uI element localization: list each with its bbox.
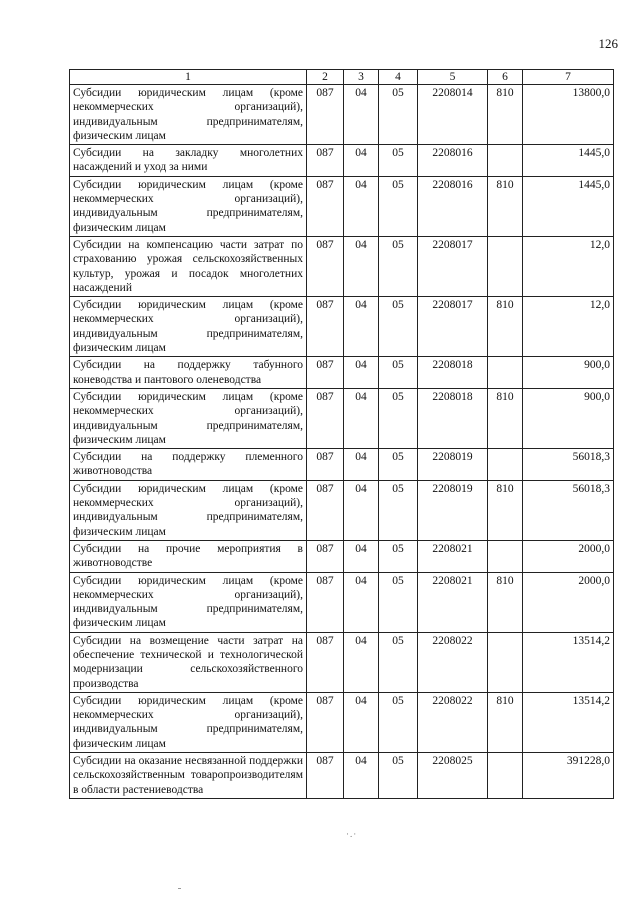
target-article-cell: 2208018: [418, 357, 488, 389]
subsection-code-cell: 05: [379, 145, 418, 177]
header-cell-7: 7: [523, 70, 614, 85]
amount-cell: 1445,0: [523, 176, 614, 236]
item-name-cell: Субсидии на оказание несвязанной поддержки сельскохозяйственным товаропроизводителям в области растениеводства: [70, 753, 307, 799]
footer-dot: [178, 888, 181, 889]
table-row: [70, 480, 614, 540]
target-article-cell: 2208017: [418, 297, 488, 357]
table-row: [70, 145, 614, 177]
subsection-code-cell: 05: [379, 236, 418, 296]
expense-type-cell: 810: [488, 692, 523, 752]
expense-type-cell: [488, 753, 523, 799]
admin-code-cell: 087: [307, 632, 344, 692]
section-code-cell: 04: [344, 449, 379, 481]
section-code-cell: 04: [344, 692, 379, 752]
expense-type-cell: [488, 540, 523, 572]
target-article-cell: 2208019: [418, 480, 488, 540]
item-name-cell: Субсидии юридическим лицам (кроме некоммерческих организаций), индивидуальным предпринимателям, физическим лицам: [70, 388, 307, 448]
item-name-cell: Субсидии юридическим лицам (кроме некоммерческих организаций), индивидуальным предпринимателям, физическим лицам: [70, 692, 307, 752]
header-cell-5: 5: [418, 70, 488, 85]
expense-type-cell: 810: [488, 480, 523, 540]
section-code-cell: 04: [344, 236, 379, 296]
section-code-cell: 04: [344, 540, 379, 572]
target-article-cell: 2208021: [418, 540, 488, 572]
target-article-cell: 2208021: [418, 572, 488, 632]
section-code-cell: 04: [344, 572, 379, 632]
admin-code-cell: 087: [307, 388, 344, 448]
table-row: [70, 388, 614, 448]
section-code-cell: 04: [344, 753, 379, 799]
subsection-code-cell: 05: [379, 357, 418, 389]
table-row: [70, 297, 614, 357]
amount-cell: 2000,0: [523, 572, 614, 632]
table-row: [70, 632, 614, 692]
admin-code-cell: 087: [307, 480, 344, 540]
target-article-cell: 2208016: [418, 176, 488, 236]
amount-cell: 900,0: [523, 357, 614, 389]
table-row: [70, 753, 614, 799]
admin-code-cell: 087: [307, 540, 344, 572]
item-name-cell: Субсидии юридическим лицам (кроме некоммерческих организаций), индивидуальным предпринимателям, физическим лицам: [70, 297, 307, 357]
admin-code-cell: 087: [307, 297, 344, 357]
subsection-code-cell: 05: [379, 388, 418, 448]
table-row: [70, 176, 614, 236]
item-name-cell: Субсидии на поддержку табунного коневодства и пантового оленеводства: [70, 357, 307, 389]
expense-type-cell: [488, 449, 523, 481]
amount-cell: 12,0: [523, 297, 614, 357]
amount-cell: 1445,0: [523, 145, 614, 177]
subsection-code-cell: 05: [379, 572, 418, 632]
admin-code-cell: 087: [307, 357, 344, 389]
header-cell-1: 1: [70, 70, 307, 85]
table-row: [70, 85, 614, 145]
page-number: 126: [598, 36, 618, 51]
subsection-code-cell: 05: [379, 297, 418, 357]
target-article-cell: 2208019: [418, 449, 488, 481]
amount-cell: 56018,3: [523, 480, 614, 540]
admin-code-cell: 087: [307, 572, 344, 632]
section-code-cell: 04: [344, 480, 379, 540]
target-article-cell: 2208022: [418, 692, 488, 752]
expense-type-cell: 810: [488, 85, 523, 145]
item-name-cell: Субсидии юридическим лицам (кроме некоммерческих организаций), индивидуальным предпринимателям, физическим лицам: [70, 85, 307, 145]
header-cell-4: 4: [379, 70, 418, 85]
header-cell-2: 2: [307, 70, 344, 85]
item-name-cell: Субсидии на поддержку племенного животноводства: [70, 449, 307, 481]
target-article-cell: 2208014: [418, 85, 488, 145]
target-article-cell: 2208017: [418, 236, 488, 296]
amount-cell: 391228,0: [523, 753, 614, 799]
section-code-cell: 04: [344, 632, 379, 692]
expense-type-cell: [488, 357, 523, 389]
amount-cell: 13800,0: [523, 85, 614, 145]
header-cell-3: 3: [344, 70, 379, 85]
table-row: [70, 572, 614, 632]
table-body: [70, 85, 614, 799]
expense-type-cell: [488, 145, 523, 177]
section-code-cell: 04: [344, 388, 379, 448]
subsection-code-cell: 05: [379, 176, 418, 236]
admin-code-cell: 087: [307, 176, 344, 236]
header-cell-6: 6: [488, 70, 523, 85]
admin-code-cell: 087: [307, 145, 344, 177]
table-row: [70, 357, 614, 389]
expense-type-cell: [488, 236, 523, 296]
admin-code-cell: 087: [307, 753, 344, 799]
table-row: [70, 236, 614, 296]
section-code-cell: 04: [344, 357, 379, 389]
section-code-cell: 04: [344, 297, 379, 357]
admin-code-cell: 087: [307, 236, 344, 296]
item-name-cell: Субсидии на закладку многолетних насаждений и уход за ними: [70, 145, 307, 177]
item-name-cell: Субсидии юридическим лицам (кроме некоммерческих организаций), индивидуальным предпринимателям, физическим лицам: [70, 480, 307, 540]
expense-type-cell: 810: [488, 176, 523, 236]
admin-code-cell: 087: [307, 449, 344, 481]
item-name-cell: Субсидии на компенсацию части затрат по страхованию урожая сельскохозяйственных культур, урожая и посадок многолетних насаждений: [70, 236, 307, 296]
subsection-code-cell: 05: [379, 632, 418, 692]
subsection-code-cell: 05: [379, 480, 418, 540]
expense-type-cell: [488, 632, 523, 692]
item-name-cell: Субсидии юридическим лицам (кроме некоммерческих организаций), индивидуальным предпринимателям, физическим лицам: [70, 176, 307, 236]
amount-cell: 2000,0: [523, 540, 614, 572]
subsection-code-cell: 05: [379, 540, 418, 572]
subsection-code-cell: 05: [379, 85, 418, 145]
budget-table: [69, 69, 614, 799]
header-row: [70, 70, 614, 85]
expense-type-cell: 810: [488, 572, 523, 632]
amount-cell: 12,0: [523, 236, 614, 296]
item-name-cell: Субсидии на прочие мероприятия в животноводстве: [70, 540, 307, 572]
subsection-code-cell: 05: [379, 449, 418, 481]
subsection-code-cell: 05: [379, 753, 418, 799]
target-article-cell: 2208022: [418, 632, 488, 692]
item-name-cell: Субсидии юридическим лицам (кроме некоммерческих организаций), индивидуальным предпринимателям, физическим лицам: [70, 572, 307, 632]
target-article-cell: 2208016: [418, 145, 488, 177]
table-row: [70, 449, 614, 481]
amount-cell: 900,0: [523, 388, 614, 448]
expense-type-cell: 810: [488, 297, 523, 357]
section-code-cell: 04: [344, 176, 379, 236]
expense-type-cell: 810: [488, 388, 523, 448]
table-row: [70, 540, 614, 572]
target-article-cell: 2208018: [418, 388, 488, 448]
amount-cell: 13514,2: [523, 632, 614, 692]
target-article-cell: 2208025: [418, 753, 488, 799]
table-row: [70, 692, 614, 752]
item-name-cell: Субсидии на возмещение части затрат на обеспечение технической и технологической модернизации сельскохозяйственного производства: [70, 632, 307, 692]
section-code-cell: 04: [344, 85, 379, 145]
admin-code-cell: 087: [307, 85, 344, 145]
section-code-cell: 04: [344, 145, 379, 177]
admin-code-cell: 087: [307, 692, 344, 752]
footer-mark: ·.·: [346, 829, 358, 839]
amount-cell: 13514,2: [523, 692, 614, 752]
amount-cell: 56018,3: [523, 449, 614, 481]
subsection-code-cell: 05: [379, 692, 418, 752]
